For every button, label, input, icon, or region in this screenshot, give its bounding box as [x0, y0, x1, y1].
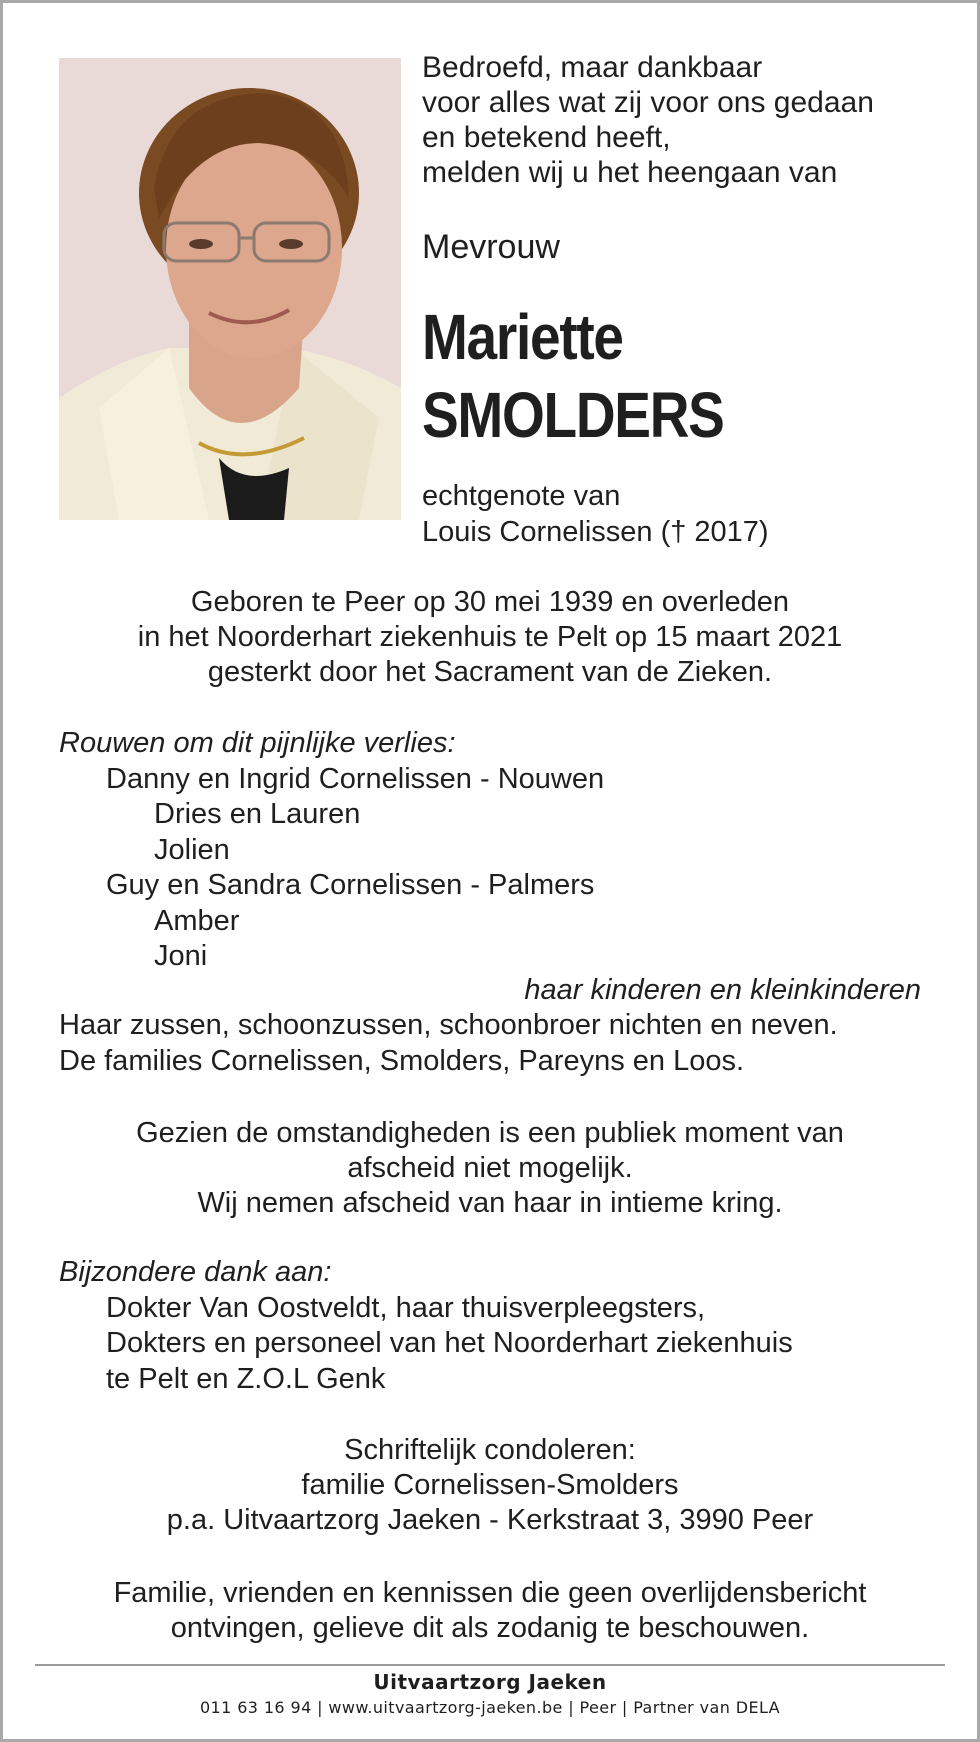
- children-caption: haar kinderen en kleinkinderen: [524, 974, 921, 1006]
- intro-line: en betekend heeft,: [422, 121, 671, 154]
- child-family: Guy en Sandra Cornelissen - Palmers: [106, 869, 595, 901]
- thanks-heading: Bijzondere dank aan:: [59, 1256, 332, 1288]
- spouse-name: Louis Cornelissen († 2017): [422, 516, 769, 548]
- grandchild: Joni: [154, 940, 208, 972]
- condolence-address: [40, 1433, 940, 1538]
- condolence-line: familie Cornelissen-Smolders: [301, 1469, 679, 1501]
- farewell-text: [40, 1116, 940, 1221]
- intro-text: [422, 50, 874, 190]
- birth-death-line: in het Noorderhart ziekenhuis te Pelt op 15 maart 2021: [137, 621, 843, 653]
- birth-death-line: Geboren te Peer op 30 mei 1939 en overleden: [190, 586, 790, 618]
- notice-text: [40, 1576, 940, 1646]
- last-name: SMOLDERS: [422, 379, 724, 451]
- child-family: Danny en Ingrid Cornelissen - Nouwen: [106, 762, 605, 795]
- funeral-home-name: Uitvaartzorg Jaeken: [373, 1670, 607, 1694]
- portrait-photo: [59, 58, 401, 520]
- funeral-home-contact: 011 63 16 94 | www.uitvaartzorg-jaeken.be | Peer | Partner van DELA: [199, 1698, 781, 1717]
- mourners-heading: Rouwen om dit pijnlijke verlies:: [59, 727, 456, 759]
- grandchild: Jolien: [154, 833, 230, 866]
- thanks-line: Dokter Van Oostveldt, haar thuisverpleegsters,: [106, 1291, 706, 1324]
- farewell-line: Gezien de omstandigheden is een publiek moment van: [136, 1117, 844, 1149]
- grandchild: Dries en Lauren: [154, 798, 361, 830]
- thanks-line: Dokters en personeel van het Noorderhart ziekenhuis: [106, 1327, 793, 1359]
- deceased-name: [422, 298, 724, 454]
- other-mourners-line: De families Cornelissen, Smolders, Pareyns en Loos.: [59, 1044, 745, 1077]
- first-name: Mariette: [422, 301, 623, 373]
- other-mourners-line: Haar zussen, schoonzussen, schoonbroer nichten en neven.: [59, 1009, 838, 1041]
- other-mourners: [59, 1008, 838, 1079]
- thanks-section: [59, 1255, 793, 1397]
- intro-line: voor alles wat zij voor ons gedaan: [422, 86, 874, 119]
- intro-line: Bedroefd, maar dankbaar: [422, 51, 763, 84]
- spouse-label: echtgenote van: [422, 480, 621, 512]
- birth-death-text: [40, 585, 940, 690]
- farewell-line: afscheid niet mogelijk.: [347, 1152, 633, 1184]
- notice-line: Familie, vrienden en kennissen die geen overlijdensbericht: [113, 1577, 867, 1609]
- farewell-line: Wij nemen afscheid van haar in intieme kring.: [197, 1187, 783, 1219]
- condolence-line: p.a. Uitvaartzorg Jaeken - Kerkstraat 3, 3990 Peer: [166, 1504, 814, 1536]
- mourners-list: [59, 726, 604, 975]
- grandchild: Amber: [154, 904, 240, 937]
- notice-line: ontvingen, gelieve dit als zodanig te beschouwen.: [170, 1612, 810, 1644]
- condolence-line: Schriftelijk condoleren:: [344, 1434, 636, 1466]
- intro-line: melden wij u het heengaan van: [422, 156, 838, 189]
- birth-death-line: gesterkt door het Sacrament van de Zieken.: [207, 656, 773, 688]
- honorific: Mevrouw: [422, 228, 560, 266]
- footer-divider: [35, 1664, 945, 1666]
- spouse-info: [422, 478, 769, 550]
- thanks-line: te Pelt en Z.O.L Genk: [106, 1362, 386, 1395]
